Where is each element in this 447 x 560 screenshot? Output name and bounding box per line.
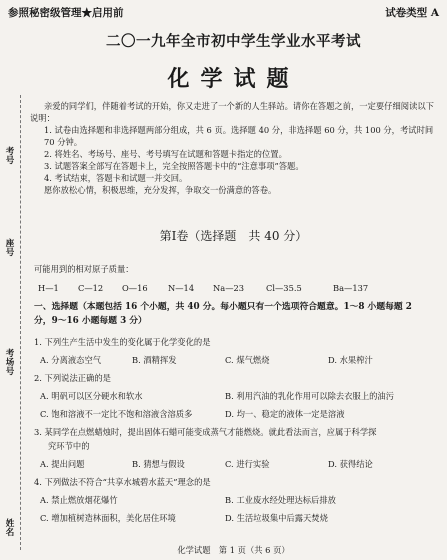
- side-label-exam-number: 考号: [5, 147, 15, 166]
- option-c: C. 增加植树造林面积，美化居住环境: [40, 513, 176, 523]
- instruction-item: 4. 考试结束，答题卡和试题一并交回。: [44, 173, 188, 183]
- option-d: D. 生活垃圾集中后露天焚烧: [225, 513, 328, 523]
- option-a: A. 分离液态空气: [40, 355, 102, 365]
- element-item: Cl—35.5: [266, 283, 302, 293]
- element-item: Ba—137: [333, 283, 369, 293]
- option-d: D. 水果榨汁: [328, 355, 373, 365]
- question-1-options: [40, 354, 437, 366]
- instructions: [30, 100, 437, 196]
- option-c: C. 煤气燃烧: [225, 355, 270, 365]
- part-one-heading-line: 一、选择题（本题包括 16 个小题，共 40 分。每小题只有一个选项符合题意。1～8 小题每题 2: [34, 302, 412, 312]
- instruction-item: 2. 将姓名、考场号、座号、考号填写在试题和答题卡指定的位置。: [44, 149, 287, 159]
- question-4-options-row2: [40, 512, 437, 524]
- wish-text: 愿你放松心情，积极思维，充分发挥，争取交一份满意的答卷。: [44, 185, 277, 195]
- question-2-stem: 2. 下列说法正确的是: [34, 373, 111, 383]
- element-list: [38, 283, 437, 295]
- security-label: 参照秘密级管理★启用前: [8, 7, 124, 19]
- question-3-options: [40, 458, 437, 470]
- option-a: A. 明矾可以区分硬水和软水: [40, 391, 143, 401]
- option-d: D. 均一、稳定的液体一定是溶液: [225, 409, 345, 419]
- question-3-stem: 3. 某同学在点燃蜡烛时，提出固体石蜡可能变成蒸气才能燃烧。就此看法而言，应属于科学探: [34, 427, 377, 437]
- question-2-options-row2: [40, 408, 437, 420]
- page-footer: 化学试题 第 1 页（共 6 页）: [177, 545, 290, 555]
- option-c: C. 进行实验: [225, 459, 270, 469]
- subject-title: 化学试题: [167, 66, 300, 92]
- side-label-room-number: 考场号: [5, 349, 15, 377]
- side-label-name: 姓名: [5, 519, 15, 538]
- section-title: 第Ⅰ卷（选择题 共 40 分）: [159, 229, 308, 243]
- question-2-options-row1: [40, 390, 437, 402]
- option-b: B. 工业废水经处理达标后排放: [225, 495, 336, 505]
- element-item: O—16: [122, 283, 148, 293]
- option-a: A. 提出问题: [40, 459, 85, 469]
- side-label-seat-number: 座号: [5, 239, 15, 258]
- part-one-heading-line: 分，9～16 小题每题 3 分）: [34, 316, 147, 326]
- part-one-heading: [34, 300, 437, 328]
- option-b: B. 猜想与假设: [132, 459, 185, 469]
- instruction-item: 1. 试卷由选择题和非选择题两部分组成，共 6 页。选择题 40 分，非选择题 60 分，共 100 分，考试时间 70 分钟。: [44, 125, 434, 147]
- binding-line: [20, 95, 21, 550]
- atomic-mass-label: 可能用到的相对原子质量：: [34, 264, 134, 274]
- option-b: B. 利用汽油的乳化作用可以除去衣服上的油污: [225, 391, 395, 401]
- question-1-stem: 1. 下列生产生活中发生的变化属于化学变化的是: [34, 337, 211, 347]
- question-3-stem-continued: 究环节中的: [48, 441, 90, 451]
- element-item: H—1: [38, 283, 59, 293]
- element-item: C—12: [78, 283, 104, 293]
- top-header: [8, 5, 439, 19]
- instruction-item: 3. 试题答案全部写在答题卡上，完全按照答题卡中的“注意事项”答题。: [44, 161, 304, 171]
- question-4-stem: 4. 下列做法不符合“共享水城碧水蓝天”理念的是: [34, 477, 211, 487]
- option-a: A. 禁止燃放烟花爆竹: [40, 495, 118, 505]
- option-c: C. 饱和溶液不一定比不饱和溶液含溶质多: [40, 409, 193, 419]
- question-4-options-row1: [40, 494, 437, 506]
- binding-margin: [0, 0, 30, 560]
- exam-title: 二〇一九年全市初中学生学业水平考试: [106, 33, 361, 50]
- element-item: Na—23: [213, 283, 245, 293]
- element-item: N—14: [168, 283, 195, 293]
- option-d: D. 获得结论: [328, 459, 373, 469]
- option-b: B. 酒精挥发: [132, 355, 177, 365]
- paper-type-label: 试卷类型 A: [385, 7, 439, 19]
- greeting-text: 亲爱的同学们，伴随着考试的开始，你又走进了一个新的人生驿站。请你在答题之前，一定要仔细阅读以下说明：: [30, 101, 434, 123]
